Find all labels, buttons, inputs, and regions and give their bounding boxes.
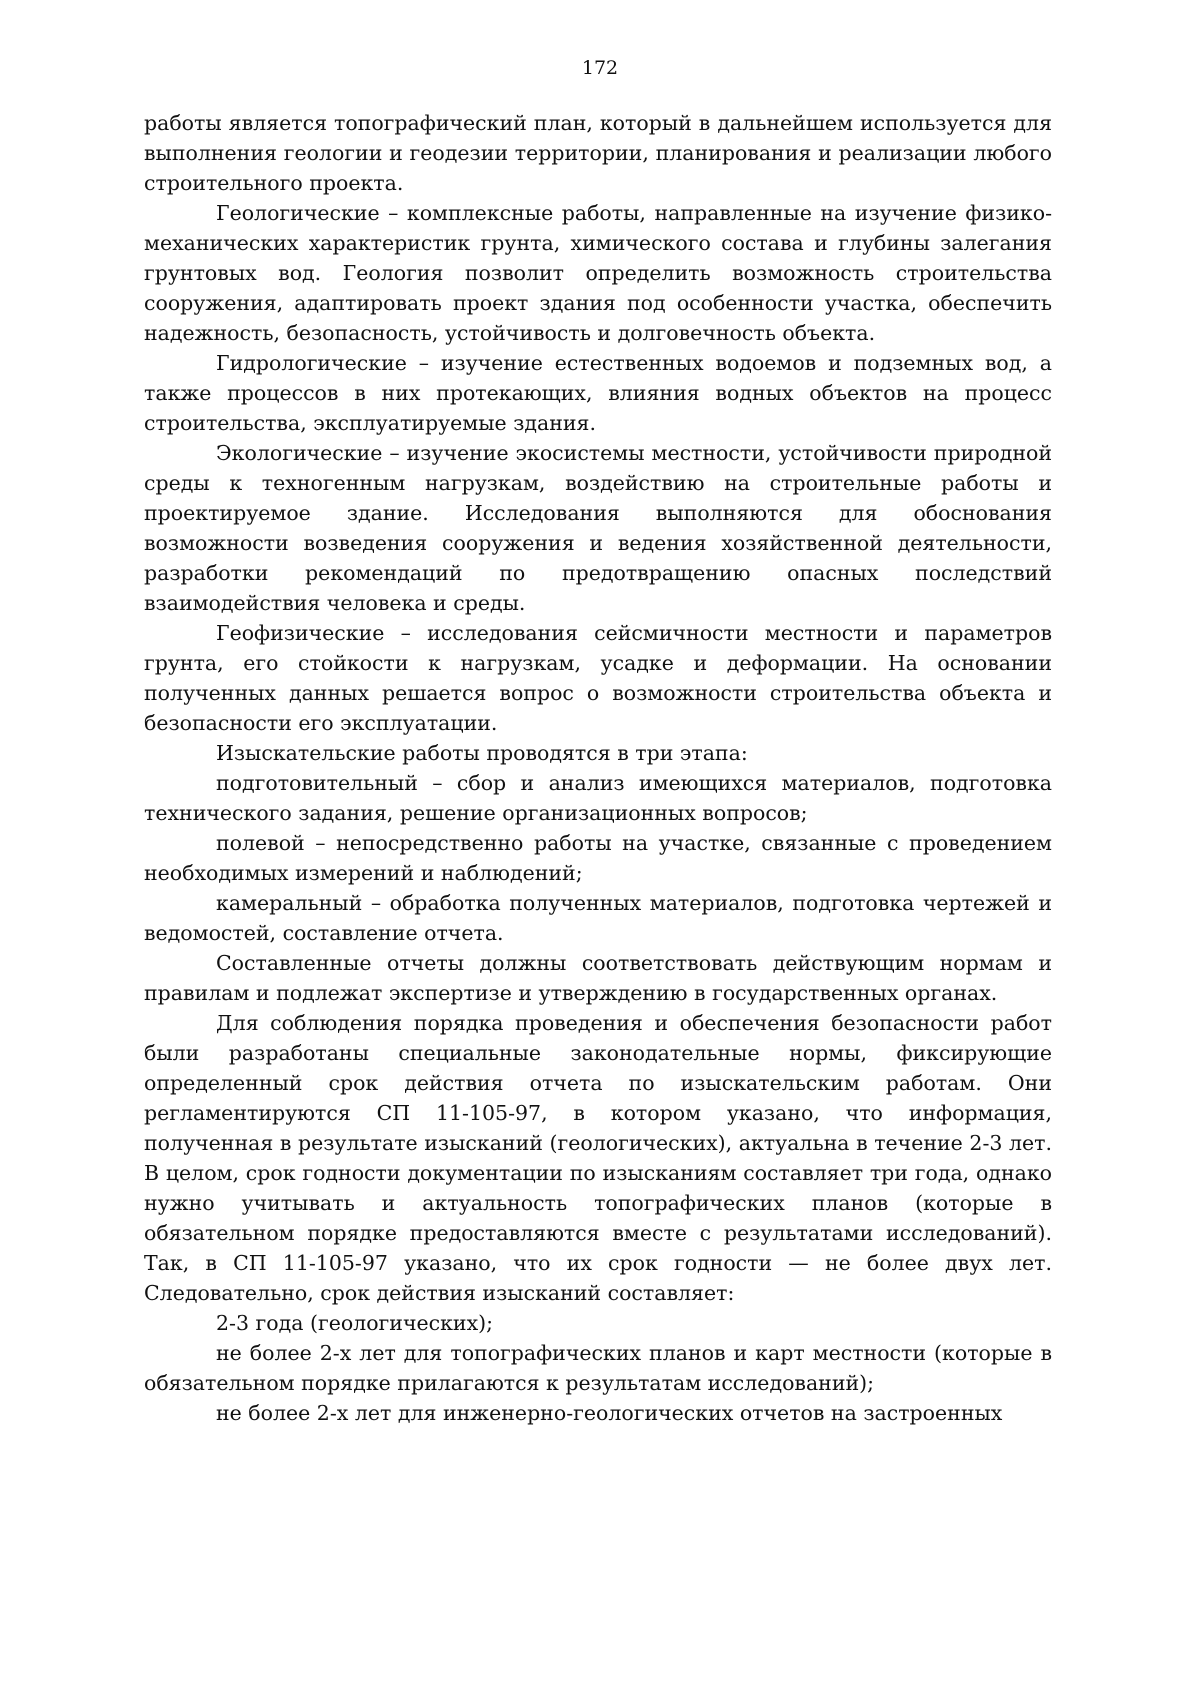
paragraph: Гидрологические – изучение естественных водоемов и подземных вод, а также процессов в них протекающих, влияния водных объектов на процесс строительства, эксплуатируемые здания. — [144, 351, 1052, 435]
list-item: полевой – непосредственно работы на участке, связанные с проведением необходимых измерений и наблюдений; — [144, 831, 1052, 885]
page-number: 172 — [581, 57, 619, 79]
paragraph: работы является топографический план, который в дальнейшем используется для выполнения геологии и геодезии территории, планирования и реализации любого строительного проекта. — [144, 111, 1052, 195]
list-item: камеральный – обработка полученных материалов, подготовка чертежей и ведомостей, составление отчета. — [144, 891, 1052, 945]
paragraph: Геофизические – исследования сейсмичности местности и параметров грунта, его стойкости к нагрузкам, усадке и деформации. На основании полученных данных решается вопрос о возможности строительства объекта и безопасности его эксплуатации. — [144, 621, 1052, 735]
paragraph: Экологические – изучение экосистемы местности, устойчивости природной среды к техногенным нагрузкам, воздействию на строительные работы и проектируемое здание. Исследования выполняются для обоснования возможности возведения сооружения и ведения хозяйственной деятельности, разработки рекомендаций по предотвращению опасных последствий взаимодействия человека и среды. — [144, 441, 1052, 615]
list-item: не более 2-х лет для инженерно-геологических отчетов на застроенных — [216, 1401, 1003, 1425]
list-item: не более 2-х лет для топографических планов и карт местности (которые в обязательном порядке прилагаются к результатам исследований); — [144, 1341, 1052, 1395]
list-item: подготовительный – сбор и анализ имеющихся материалов, подготовка технического задания, решение организационных вопросов; — [144, 771, 1052, 825]
paragraph: Для соблюдения порядка проведения и обеспечения безопасности работ были разработаны специальные законодательные нормы, фиксирующие определенный срок действия отчета по изыскательским работам. Они регламентируются СП 11-105-97, в котором указано, что информация, полученная в результате изысканий (геологических), актуальна в течение 2-3 лет. В целом, срок годности документации по изысканиям составляет три года, однако нужно учитывать и актуальность топографических планов (которые в обязательном порядке предоставляются вместе с результатами исследований). Так, в СП 11-105-97 указано, что их срок годности — не более двух лет. Следовательно, срок действия изысканий составляет: — [144, 1011, 1052, 1305]
document-body — [144, 108, 1052, 1428]
paragraph: Геологические – комплексные работы, направленные на изучение физико-механических характеристик грунта, химического состава и глубины залегания грунтовых вод. Геология позволит определить возможность строительства сооружения, адаптировать проект здания под особенности участка, обеспечить надежность, безопасность, устойчивость и долговечность объекта. — [144, 201, 1052, 345]
paragraph: Составленные отчеты должны соответствовать действующим нормам и правилам и подлежат экспертизе и утверждению в государственных органах. — [144, 951, 1052, 1005]
list-item: 2-3 года (геологических); — [216, 1311, 494, 1335]
paragraph: Изыскательские работы проводятся в три этапа: — [216, 741, 748, 765]
